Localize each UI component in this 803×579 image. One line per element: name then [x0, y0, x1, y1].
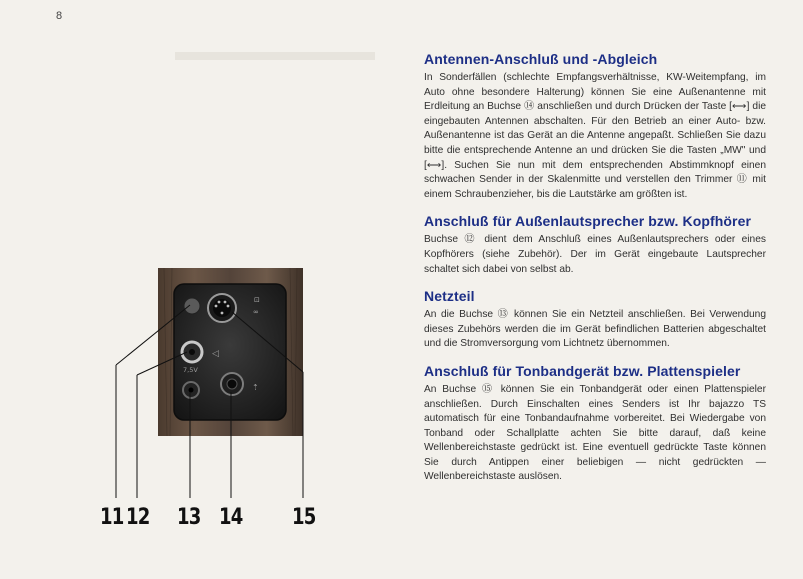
section-heading: Netzteil	[424, 288, 475, 305]
section-antenna	[424, 50, 766, 202]
section-tape-recorder	[424, 362, 766, 485]
svg-text:◁: ◁	[212, 349, 219, 359]
section-speaker	[424, 212, 766, 277]
section-text: An die Buchse ⑬ können Sie ein Netzteil anschließen. Bei Verwendung dieses Zubehörs werden die im Gerät befindlichen Batterien abgeschaltet und die Stromversorgung vom Lichtnetz übernommen.	[424, 309, 766, 350]
connector-panel-photo	[158, 268, 303, 436]
callout-13: 13	[177, 505, 201, 530]
section-heading: Anschluß für Tonbandgerät bzw. Plattenspieler	[424, 362, 741, 379]
svg-text:⊡: ⊡	[254, 296, 260, 304]
voltage-label: 7,5V	[183, 366, 198, 374]
instructions-column	[424, 50, 766, 495]
section-heading: Antennen-Anschluß und -Abgleich	[424, 51, 658, 67]
section-text: An Buchse ⑮ können Sie ein Tonbandgerät oder einen Plattenspieler anschließen. Durch Einschalten eines Senders ist Ihr bajazzo TS automatisch für eine Tonbandaufnahme vorbereitet. Bei Wiedergabe von Tonband oder Schallplatte achten Sie bitte darauf, daß keine Wellenbereichstaste gedrückt ist. Eine eventuell gedrückte Taste können Sie durch Antippen einer beliebigen — nicht gedrückten — Wellenbereichstaste auslösen.	[424, 383, 766, 483]
svg-text:⇡: ⇡	[252, 383, 259, 392]
callout-11: 11	[100, 505, 124, 530]
svg-text:∞: ∞	[253, 308, 259, 316]
page-number: 8	[56, 10, 63, 22]
callout-14: 14	[219, 505, 243, 530]
callout-12: 12	[126, 505, 150, 530]
callout-15: 15	[292, 505, 316, 530]
trimmer-icon	[184, 298, 200, 314]
bleed-through-shadow	[175, 52, 375, 60]
section-heading: Anschluß für Außenlautsprecher bzw. Kopfhörer	[424, 213, 752, 230]
section-text: Buchse ⑫ dient dem Anschluß eines Außenlautsprechers oder eines Kopfhörers (siehe Zubehör). Der im Gerät eingebaute Lautsprecher schaltet sich dabei von selbst ab.	[424, 234, 766, 275]
section-power-supply	[424, 287, 766, 352]
section-text: In Sonderfällen (schlechte Empfangsverhältnisse, KW-Weitempfang, im Auto ohne besondere Halterung) können Sie eine Außenantenne mit Erdleitung an Buchse ⑭ anschließen und durch Drücken der Taste [⟷] die eingebauten Antennen abschalten. Für den Betrieb an einer Auto- bzw. Außenantenne ist das Gerät an die Antenne angepaßt. Schließen Sie dazu bitte die entsprechende Antenne an und drücken Sie die Tasten „MW" und [⟷]. Suchen Sie nun mit dem entsprechenden Abstimmknopf einen schwachen Sender in der Skalenmitte und verstellen den Trimmer ⑪ mit einem Schraubenzieher, bis die Lautstärke am größten ist.	[424, 72, 766, 200]
